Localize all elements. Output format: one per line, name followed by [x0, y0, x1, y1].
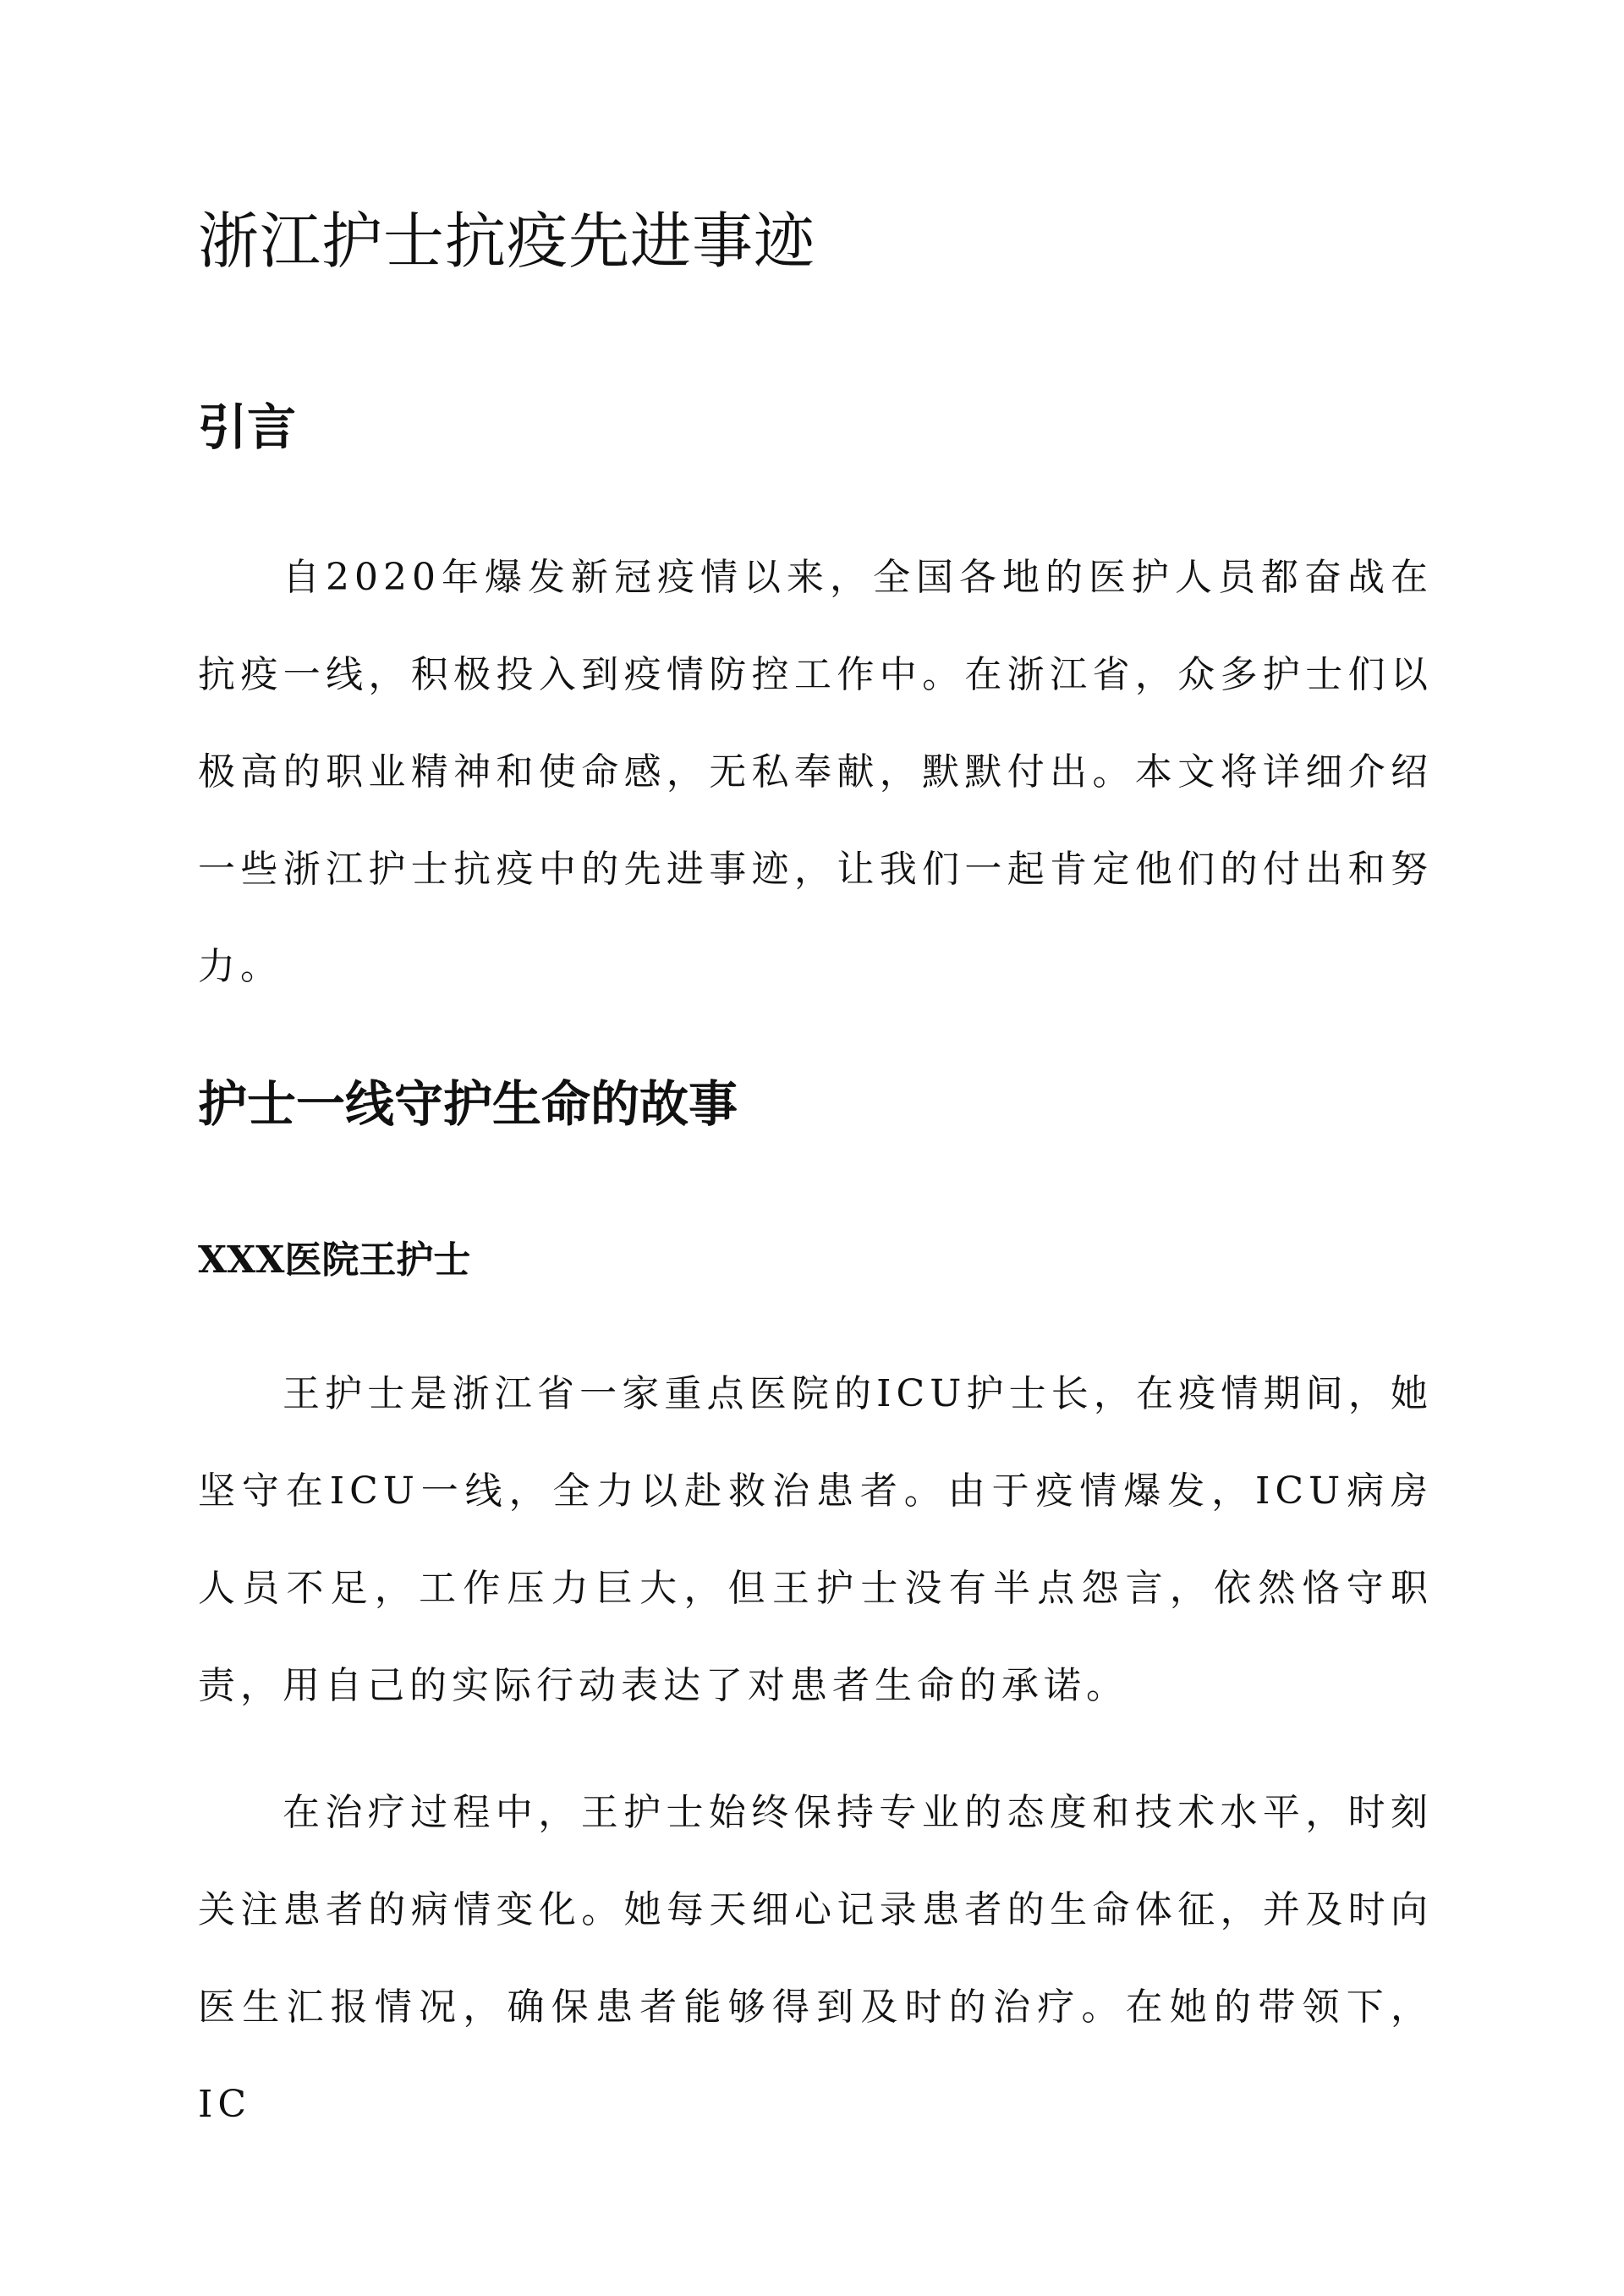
section-heading-nurse-stories: 护士一线守护生命的故事	[198, 1075, 738, 1133]
subsection-heading-nurse-wang: XXX医院王护士	[198, 1239, 471, 1282]
section-heading-introduction: 引言	[198, 398, 297, 456]
nurse-wang-paragraph-1: 王护士是浙江省一家重点医院的ICU护士长，在疫情期间，她坚守在ICU一线，全力以赴救治患者。由于疫情爆发，ICU病房人员不足，工作压力巨大，但王护士没有半点怨言，依然恪守职责，用自己的实际行动表达了对患者生命的承诺。	[198, 1372, 1433, 1707]
introduction-paragraph: 自2020年爆发新冠疫情以来，全国各地的医护人员都奋战在抗疫一线，积极投入到疫情防控工作中。在浙江省，众多护士们以极高的职业精神和使命感，无私奉献，默默付出。本文将详细介绍一些浙江护士抗疫中的先进事迹，让我们一起肯定他们的付出和努力。	[198, 556, 1433, 988]
nurse-wang-paragraph-2: 在治疗过程中，王护士始终保持专业的态度和技术水平，时刻关注患者的病情变化。她每天细心记录患者的生命体征，并及时向医生汇报情况，确保患者能够得到及时的治疗。在她的带领下，IC	[198, 1791, 1433, 2126]
document-title: 浙江护士抗疫先进事迹	[198, 206, 816, 277]
